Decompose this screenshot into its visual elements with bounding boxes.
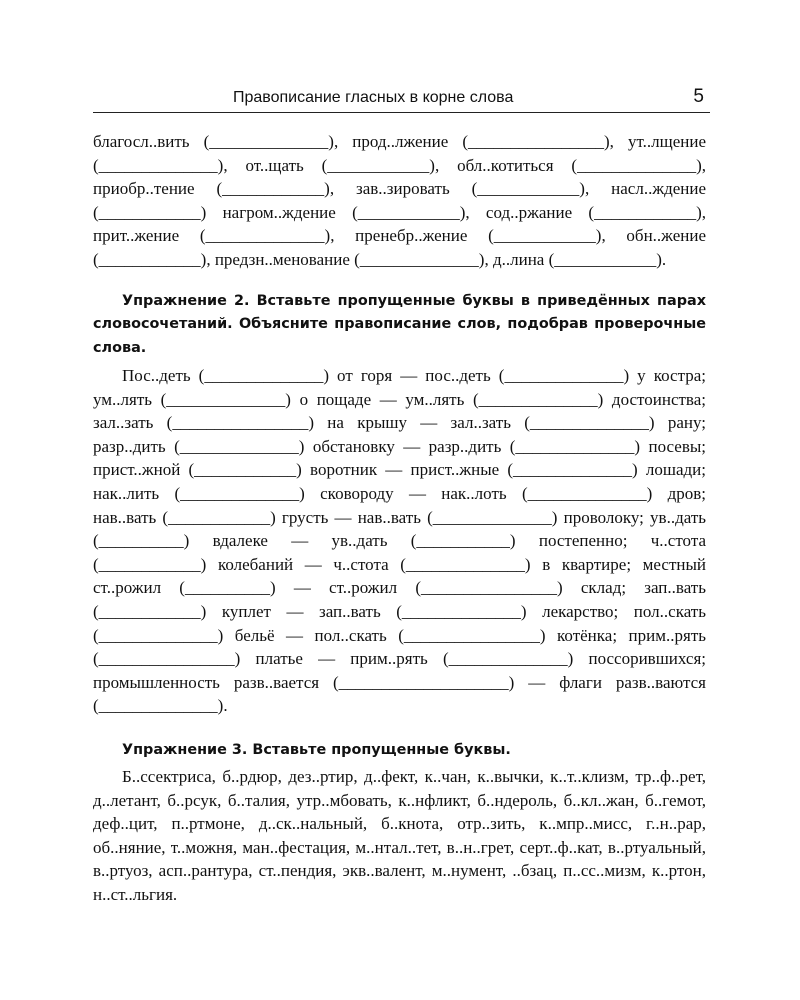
exercise-3-heading-block (93, 739, 706, 762)
exercise-2-heading: Упражнение 2. Вставьте пропущенные буквы в приведённых парах словосочетаний. Объясните правописание слов, подобрав проверочные слова. (93, 293, 706, 356)
exercise-3-body (93, 765, 706, 907)
exercise-2-heading-block (93, 290, 706, 360)
exercise-1-continuation (93, 130, 706, 272)
page-title: Правописание гласных в корне слова (233, 89, 514, 106)
exercise-1-text: благосл..вить (______________), прод..лжение (________________), ут..лщение (______________), от..щать (____________), обл..котиться (______________), приобр..тение (____________), зав..зировать (____________), насл..ждение (____________) нагром..ждение (____________), сод..ржание (____________), прит..жение (______________), пренебр..жение (____________), обн..жение (____________), предзн..менование (______________), д..лина (____________). (93, 132, 706, 269)
running-header (93, 88, 710, 113)
exercise-2-body (93, 364, 706, 718)
page-number: 5 (693, 86, 704, 107)
exercise-3-text: Б..ссектриса, б..рдюр, дез..ртир, д..фект, к..чан, к..вычки, к..т..клизм, тр..ф..рет, д..летант, б..рсук, б..талия, утр..мбовать, к..нфликт, б..ндероль, б..кл..жан, б..гемот, деф..цит, п..ртмоне, д..ск..нальный, б..кнота, отр..зить, к..мпр..мисс, г..н..рар, об..няние, т..можня, ман..фестация, м..нтал..тет, в..н..грет, серт..ф..кат, в..ртуальный, в..ртуоз, асп..рантура, ст..пендия, экв..валент, м..нумент, ..бзац, п..сс..мизм, к..ртон, н..ст..льгия. (93, 767, 706, 904)
exercise-2-text: Пос..деть (______________) от горя — пос..деть (______________) у костра; ум..лять (______________) о пощаде — ум..лять (______________) достоинства; зал..зать (________________) на крышу — зал..зать (______________) рану; разр..дить (______________) обстановку — разр..дить (______________) посевы; прист..жной (____________) воротник — прист..жные (______________) лошади; нак..лить (______________) сковороду — нак..лоть (______________) дров; нав..вать (____________) грусть — нав..вать (______________) проволоку; ув..дать (__________) вдалеке — ув..дать (___________) постепенно; ч..стота (____________) колебаний — ч..стота (______________) в квартире; местный ст..рожил (__________) — ст..рожил (________________) склад; зап..вать (____________) куплет — зап..вать (______________) лекарство; пол..скать (______________) бельё — пол..скать (________________) котёнка; прим..рять (________________) платье — прим..рять (______________) поссорившихся; промышленность разв..вается (____________________) — флаги разв..ваются (______________). (93, 366, 706, 716)
exercise-3-heading: Упражнение 3. Вставьте пропущенные буквы. (122, 742, 511, 758)
